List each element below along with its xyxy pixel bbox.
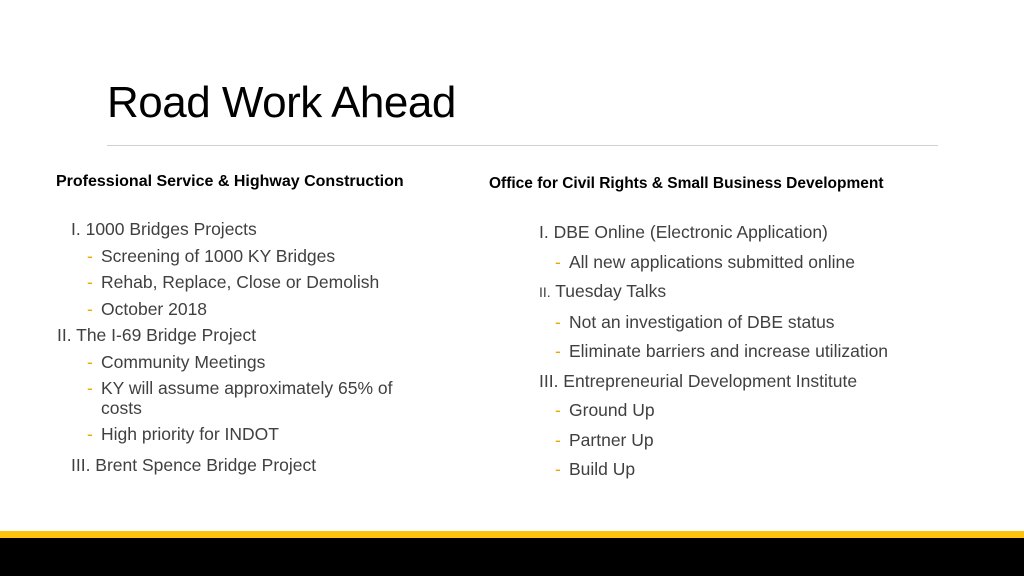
footer-bar — [0, 538, 1024, 576]
sub-bullet: - Screening of 1000 KY Bridges — [71, 243, 451, 270]
list-item: II. The I-69 Bridge Project — [57, 325, 257, 345]
slide-title: Road Work Ahead — [107, 78, 456, 127]
list-item: III. Brent Spence Bridge Project — [71, 454, 317, 475]
footer-accent-stripe — [0, 531, 1024, 538]
list-item: I. DBE Online (Electronic Application) — [539, 222, 828, 242]
right-column-heading: Office for Civil Rights & Small Business Development — [489, 175, 884, 192]
sub-bullet: - All new applications submitted online — [539, 248, 979, 278]
list-item: III. Entrepreneurial Development Institute — [539, 370, 858, 391]
sub-bullet: - Build Up — [539, 455, 979, 485]
left-column-heading: Professional Service & Highway Construction — [56, 173, 404, 190]
dash-bullet-icon: - — [87, 351, 93, 372]
sub-bullet: - Rehab, Replace, Close or Demolish — [71, 269, 451, 296]
sub-bullet: - High priority for INDOT — [71, 421, 451, 448]
dash-bullet-icon: - — [555, 429, 561, 450]
dash-bullet-icon: - — [87, 424, 93, 444]
dash-bullet-icon: - — [87, 298, 93, 319]
sub-bullet: - October 2018 — [71, 296, 451, 323]
dash-bullet-icon: - — [87, 272, 93, 292]
dash-bullet-icon: - — [87, 378, 93, 398]
sub-bullet: - Ground Up — [539, 396, 979, 426]
sub-bullet: - Eliminate barriers and increase utilization — [539, 337, 979, 367]
dash-bullet-icon: - — [555, 251, 561, 272]
dash-bullet-icon: - — [555, 311, 561, 332]
title-divider — [107, 145, 938, 146]
sub-bullet: - Not an investigation of DBE status — [539, 308, 979, 338]
sub-bullet: - Community Meetings — [71, 349, 451, 376]
list-item: II. Tuesday Talks — [539, 281, 667, 301]
sub-bullet: - Partner Up — [539, 426, 979, 456]
dash-bullet-icon: - — [555, 341, 561, 361]
dash-bullet-icon: - — [555, 459, 561, 479]
right-column-list — [539, 218, 979, 485]
dash-bullet-icon: - — [555, 400, 561, 420]
list-item: I. 1000 Bridges Projects — [71, 219, 257, 239]
sub-bullet: - KY will assume approximately 65% of costs — [87, 378, 393, 418]
left-column-list — [57, 216, 451, 478]
dash-bullet-icon: - — [87, 245, 93, 266]
